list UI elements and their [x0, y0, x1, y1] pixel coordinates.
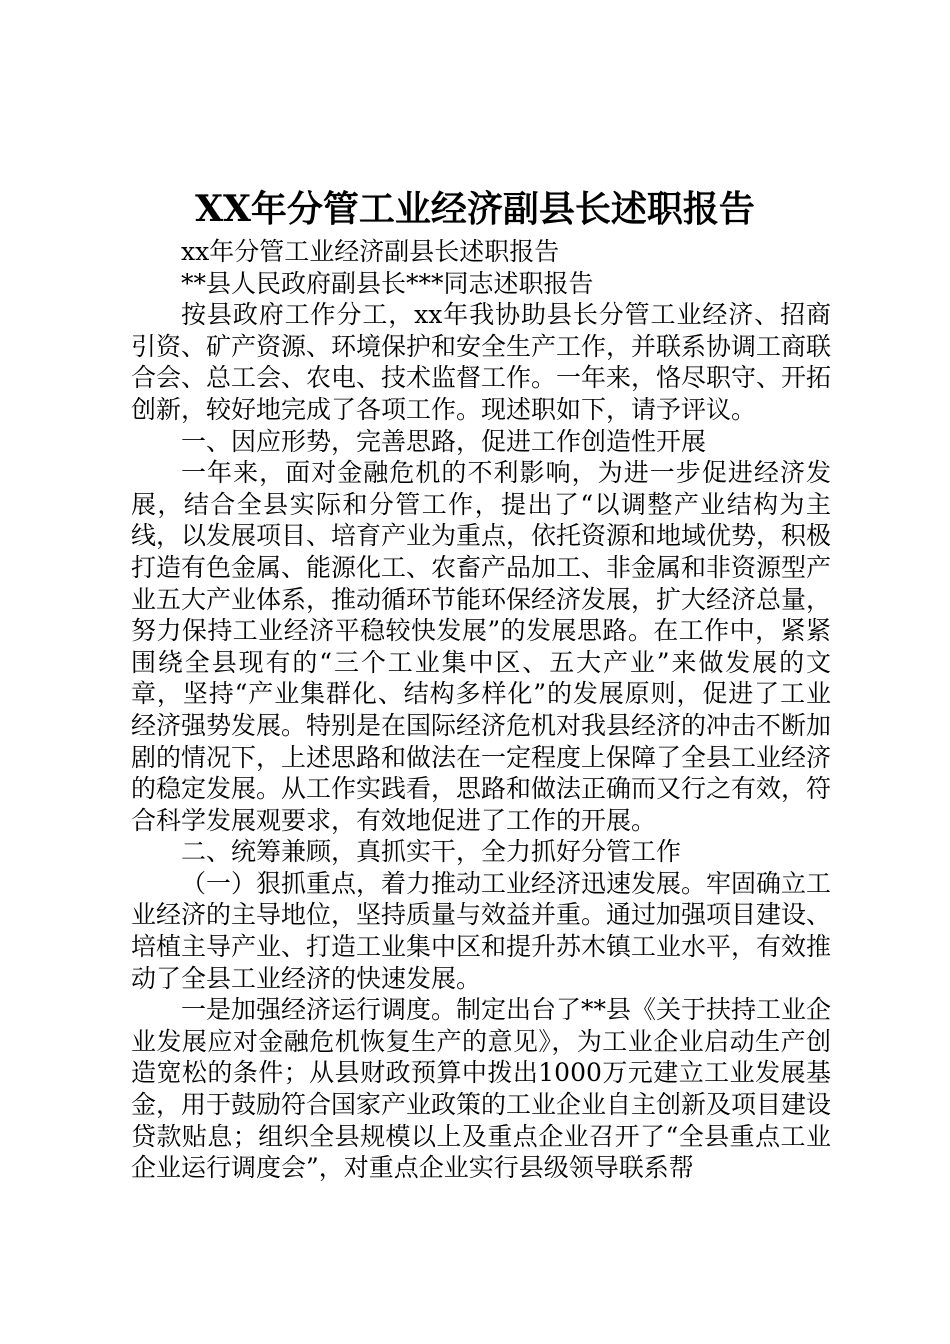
- paragraph-point-1: 一是加强经济运行调度。制定出台了**县《关于扶持工业企业发展应对金融危机恢复生产的意见》，为工业企业启动生产创造宽松的条件；从县财政预算中拨出1000万元建立工业发展基金，用于鼓励符合国家产业政策的工业企业自主创新及项目建设贷款贴息；组织全县规模以上及重点企业召开了“全县重点工业企业运行调度会”，对重点企业实行县级领导联系帮: [131, 995, 832, 1183]
- section-heading-1: 一、因应形势，完善思路，促进工作创造性开展: [181, 426, 707, 456]
- paragraph-intro: 按县政府工作分工，xx年我协助县长分管工业经济、招商引资、矿产资源、环境保护和安全生产工作，并联系协调工商联合会、总工会、农电、技术监督工作。一年来，恪尽职守、开拓创新，较好地完成了各项工作。现述职如下，请予评议。: [131, 300, 832, 424]
- paragraph-subtitle: xx年分管工业经济副县长述职报告: [181, 237, 560, 266]
- paragraph-subsection-1: （一）狠抓重点，着力推动工业经济迅速发展。牢固确立工业经济的主导地位，坚持质量与效益并重。通过加强项目建设、培植主导产业、打造工业集中区和提升苏木镇工业水平，有效推动了全县工业经济的快速发展。: [131, 868, 832, 993]
- paragraph-author-line: **县人民政府副县长***同志述职报告: [181, 268, 594, 298]
- section-heading-2: 二、统筹兼顾，真抓实干，全力抓好分管工作: [181, 837, 682, 867]
- document-body: [131, 236, 831, 1184]
- document-title: XX年分管工业经济副县长述职报告: [195, 188, 755, 230]
- paragraph-section-1: 一年来，面对金融危机的不利影响，为进一步促进经济发展，结合全县实际和分管工作，提出了“以调整产业结构为主线，以发展项目、培育产业为重点，依托资源和地域优势，积极打造有色金属、能源化工、农畜产品加工、非金属和非资源型产业五大产业体系，推动循环节能环保经济发展，扩大经济总量，努力保持工业经济平稳较快发展”的发展思路。在工作中，紧紧围绕全县现有的“三个工业集中区、五大产业”来做发展的文章，坚持“产业集群化、结构多样化”的发展原则，促进了工业经济强势发展。特别是在国际经济危机对我县经济的冲击不断加剧的情况下，上述思路和做法在一定程度上保障了全县工业经济的稳定发展。从工作实践看，思路和做法正确而又行之有效，符合科学发展观要求，有效地促进了工作的开展。: [131, 458, 832, 835]
